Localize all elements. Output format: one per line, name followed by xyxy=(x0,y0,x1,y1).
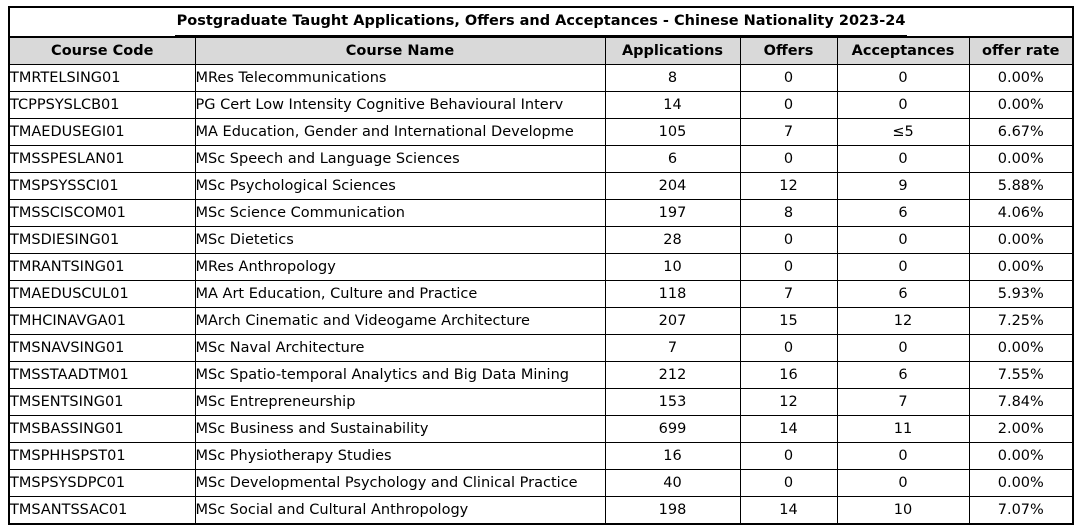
cell-course-name[interactable]: MArch Cinematic and Videogame Architecture xyxy=(195,308,605,335)
cell-course-name[interactable]: MRes Anthropology xyxy=(195,254,605,281)
cell-applications[interactable]: 105 xyxy=(605,119,740,146)
cell-acceptances[interactable]: 0 xyxy=(837,254,969,281)
cell-offer-rate[interactable]: 0.00% xyxy=(969,146,1073,173)
cell-applications[interactable]: 204 xyxy=(605,173,740,200)
cell-course-code[interactable]: TMSANTSSAC01 xyxy=(9,497,195,525)
cell-applications[interactable]: 197 xyxy=(605,200,740,227)
cell-course-code[interactable]: TMRTELSING01 xyxy=(9,65,195,92)
cell-course-code[interactable]: TMSSPESLAN01 xyxy=(9,146,195,173)
cell-offer-rate[interactable]: 7.25% xyxy=(969,308,1073,335)
column-header-offers[interactable]: Offers xyxy=(740,37,837,65)
cell-acceptances[interactable]: 0 xyxy=(837,335,969,362)
cell-course-code[interactable]: TMHCINAVGA01 xyxy=(9,308,195,335)
cell-course-code[interactable]: TMSENTSING01 xyxy=(9,389,195,416)
cell-applications[interactable]: 212 xyxy=(605,362,740,389)
cell-offers[interactable]: 0 xyxy=(740,470,837,497)
cell-acceptances[interactable]: 0 xyxy=(837,227,969,254)
cell-course-code[interactable]: TMSPHHSPST01 xyxy=(9,443,195,470)
cell-acceptances[interactable]: 0 xyxy=(837,92,969,119)
cell-offers[interactable]: 14 xyxy=(740,416,837,443)
table-row xyxy=(9,281,1073,308)
cell-offer-rate[interactable]: 4.06% xyxy=(969,200,1073,227)
cell-course-code[interactable]: TMSSCISCOM01 xyxy=(9,200,195,227)
cell-offers[interactable]: 8 xyxy=(740,200,837,227)
cell-course-code[interactable]: TMSBASSING01 xyxy=(9,416,195,443)
cell-offer-rate[interactable]: 5.88% xyxy=(969,173,1073,200)
cell-offer-rate[interactable]: 0.00% xyxy=(969,470,1073,497)
cell-offers[interactable]: 7 xyxy=(740,281,837,308)
table-row xyxy=(9,254,1073,281)
cell-course-name[interactable]: MSc Naval Architecture xyxy=(195,335,605,362)
cell-offer-rate[interactable]: 0.00% xyxy=(969,443,1073,470)
column-header-applications[interactable]: Applications xyxy=(605,37,740,65)
cell-offer-rate[interactable]: 7.07% xyxy=(969,497,1073,525)
cell-course-code[interactable]: TMAEDUSCUL01 xyxy=(9,281,195,308)
cell-course-name[interactable]: MSc Physiotherapy Studies xyxy=(195,443,605,470)
cell-course-code[interactable]: TMRANTSING01 xyxy=(9,254,195,281)
cell-applications[interactable]: 16 xyxy=(605,443,740,470)
cell-offers[interactable]: 14 xyxy=(740,497,837,525)
cell-offer-rate[interactable]: 7.55% xyxy=(969,362,1073,389)
cell-acceptances[interactable]: 0 xyxy=(837,146,969,173)
cell-acceptances[interactable]: 6 xyxy=(837,362,969,389)
table-row xyxy=(9,65,1073,92)
cell-course-code[interactable]: TMSPSYSSCI01 xyxy=(9,173,195,200)
cell-offers[interactable]: 0 xyxy=(740,443,837,470)
column-header-acceptances[interactable]: Acceptances xyxy=(837,37,969,65)
cell-course-code[interactable]: TMSPSYSDPC01 xyxy=(9,470,195,497)
cell-offers[interactable]: 16 xyxy=(740,362,837,389)
table-row xyxy=(9,335,1073,362)
cell-applications[interactable]: 207 xyxy=(605,308,740,335)
cell-acceptances[interactable]: 6 xyxy=(837,281,969,308)
table-row xyxy=(9,497,1073,525)
cell-offers[interactable]: 0 xyxy=(740,92,837,119)
cell-applications[interactable]: 7 xyxy=(605,335,740,362)
cell-course-name[interactable]: MSc Entrepreneurship xyxy=(195,389,605,416)
cell-applications[interactable]: 153 xyxy=(605,389,740,416)
table-row xyxy=(9,308,1073,335)
cell-course-name[interactable]: MSc Developmental Psychology and Clinical Practice xyxy=(195,470,605,497)
cell-offers[interactable]: 0 xyxy=(740,254,837,281)
cell-offers[interactable]: 0 xyxy=(740,65,837,92)
cell-offer-rate[interactable]: 0.00% xyxy=(969,254,1073,281)
cell-offers[interactable]: 15 xyxy=(740,308,837,335)
cell-offers[interactable]: 7 xyxy=(740,119,837,146)
table-title xyxy=(9,7,1073,37)
cell-applications[interactable]: 40 xyxy=(605,470,740,497)
cell-course-code[interactable]: TMAEDUSEGI01 xyxy=(9,119,195,146)
cell-offer-rate[interactable]: 2.00% xyxy=(969,416,1073,443)
table-row xyxy=(9,389,1073,416)
cell-applications[interactable]: 10 xyxy=(605,254,740,281)
cell-acceptances[interactable]: ≤5 xyxy=(837,119,969,146)
cell-acceptances[interactable]: 0 xyxy=(837,443,969,470)
cell-course-code[interactable]: TMSNAVSING01 xyxy=(9,335,195,362)
cell-applications[interactable]: 28 xyxy=(605,227,740,254)
table-row xyxy=(9,470,1073,497)
cell-offer-rate[interactable]: 7.84% xyxy=(969,389,1073,416)
table-row xyxy=(9,200,1073,227)
cell-course-name[interactable]: MSc Spatio-temporal Analytics and Big Data Mining xyxy=(195,362,605,389)
column-header-offer-rate[interactable]: offer rate xyxy=(969,37,1073,65)
cell-course-name[interactable]: MA Education, Gender and International Developme xyxy=(195,119,605,146)
cell-applications[interactable]: 8 xyxy=(605,65,740,92)
title-row xyxy=(9,7,1073,37)
column-header-course-code[interactable]: Course Code xyxy=(9,37,195,65)
cell-course-code[interactable]: TCPPSYSLCB01 xyxy=(9,92,195,119)
cell-offers[interactable]: 12 xyxy=(740,389,837,416)
cell-course-name[interactable]: MSc Social and Cultural Anthropology xyxy=(195,497,605,525)
table-row xyxy=(9,227,1073,254)
cell-offer-rate[interactable]: 0.00% xyxy=(969,65,1073,92)
cell-offer-rate[interactable]: 0.00% xyxy=(969,335,1073,362)
table-row xyxy=(9,362,1073,389)
cell-course-name[interactable]: MSc Science Communication xyxy=(195,200,605,227)
cell-course-code[interactable]: TMSDIESING01 xyxy=(9,227,195,254)
cell-acceptances[interactable]: 11 xyxy=(837,416,969,443)
cell-offer-rate[interactable]: 6.67% xyxy=(969,119,1073,146)
cell-offer-rate[interactable]: 0.00% xyxy=(969,227,1073,254)
cell-acceptances[interactable]: 10 xyxy=(837,497,969,525)
table-row xyxy=(9,119,1073,146)
cell-applications[interactable]: 118 xyxy=(605,281,740,308)
table-row xyxy=(9,92,1073,119)
table-row xyxy=(9,416,1073,443)
column-header-course-name[interactable]: Course Name xyxy=(195,37,605,65)
cell-applications[interactable]: 699 xyxy=(605,416,740,443)
cell-course-name[interactable]: MSc Speech and Language Sciences xyxy=(195,146,605,173)
cell-acceptances[interactable]: 6 xyxy=(837,200,969,227)
applications-table xyxy=(8,6,1074,525)
table-body xyxy=(9,65,1073,525)
table-row xyxy=(9,443,1073,470)
cell-offers[interactable]: 0 xyxy=(740,335,837,362)
cell-acceptances[interactable]: 0 xyxy=(837,65,969,92)
cell-acceptances[interactable]: 12 xyxy=(837,308,969,335)
cell-course-name[interactable]: PG Cert Low Intensity Cognitive Behavioural Interv xyxy=(195,92,605,119)
cell-acceptances[interactable]: 0 xyxy=(837,470,969,497)
cell-course-name[interactable]: MSc Dietetics xyxy=(195,227,605,254)
column-header-row xyxy=(9,37,1073,65)
cell-offer-rate[interactable]: 0.00% xyxy=(969,92,1073,119)
cell-acceptances[interactable]: 7 xyxy=(837,389,969,416)
cell-applications[interactable]: 6 xyxy=(605,146,740,173)
table-title-text: Postgraduate Taught Applications, Offers and Acceptances - Chinese Nationality 2023-24 xyxy=(175,8,908,36)
table-row xyxy=(9,146,1073,173)
cell-applications[interactable]: 198 xyxy=(605,497,740,525)
cell-course-name[interactable]: MSc Business and Sustainability xyxy=(195,416,605,443)
cell-offer-rate[interactable]: 5.93% xyxy=(969,281,1073,308)
table-header xyxy=(9,7,1073,65)
table-row xyxy=(9,173,1073,200)
cell-offers[interactable]: 0 xyxy=(740,227,837,254)
cell-offers[interactable]: 12 xyxy=(740,173,837,200)
cell-offers[interactable]: 0 xyxy=(740,146,837,173)
cell-course-name[interactable]: MA Art Education, Culture and Practice xyxy=(195,281,605,308)
cell-acceptances[interactable]: 9 xyxy=(837,173,969,200)
cell-course-name[interactable]: MRes Telecommunications xyxy=(195,65,605,92)
cell-course-code[interactable]: TMSSTAADTM01 xyxy=(9,362,195,389)
cell-applications[interactable]: 14 xyxy=(605,92,740,119)
cell-course-name[interactable]: MSc Psychological Sciences xyxy=(195,173,605,200)
